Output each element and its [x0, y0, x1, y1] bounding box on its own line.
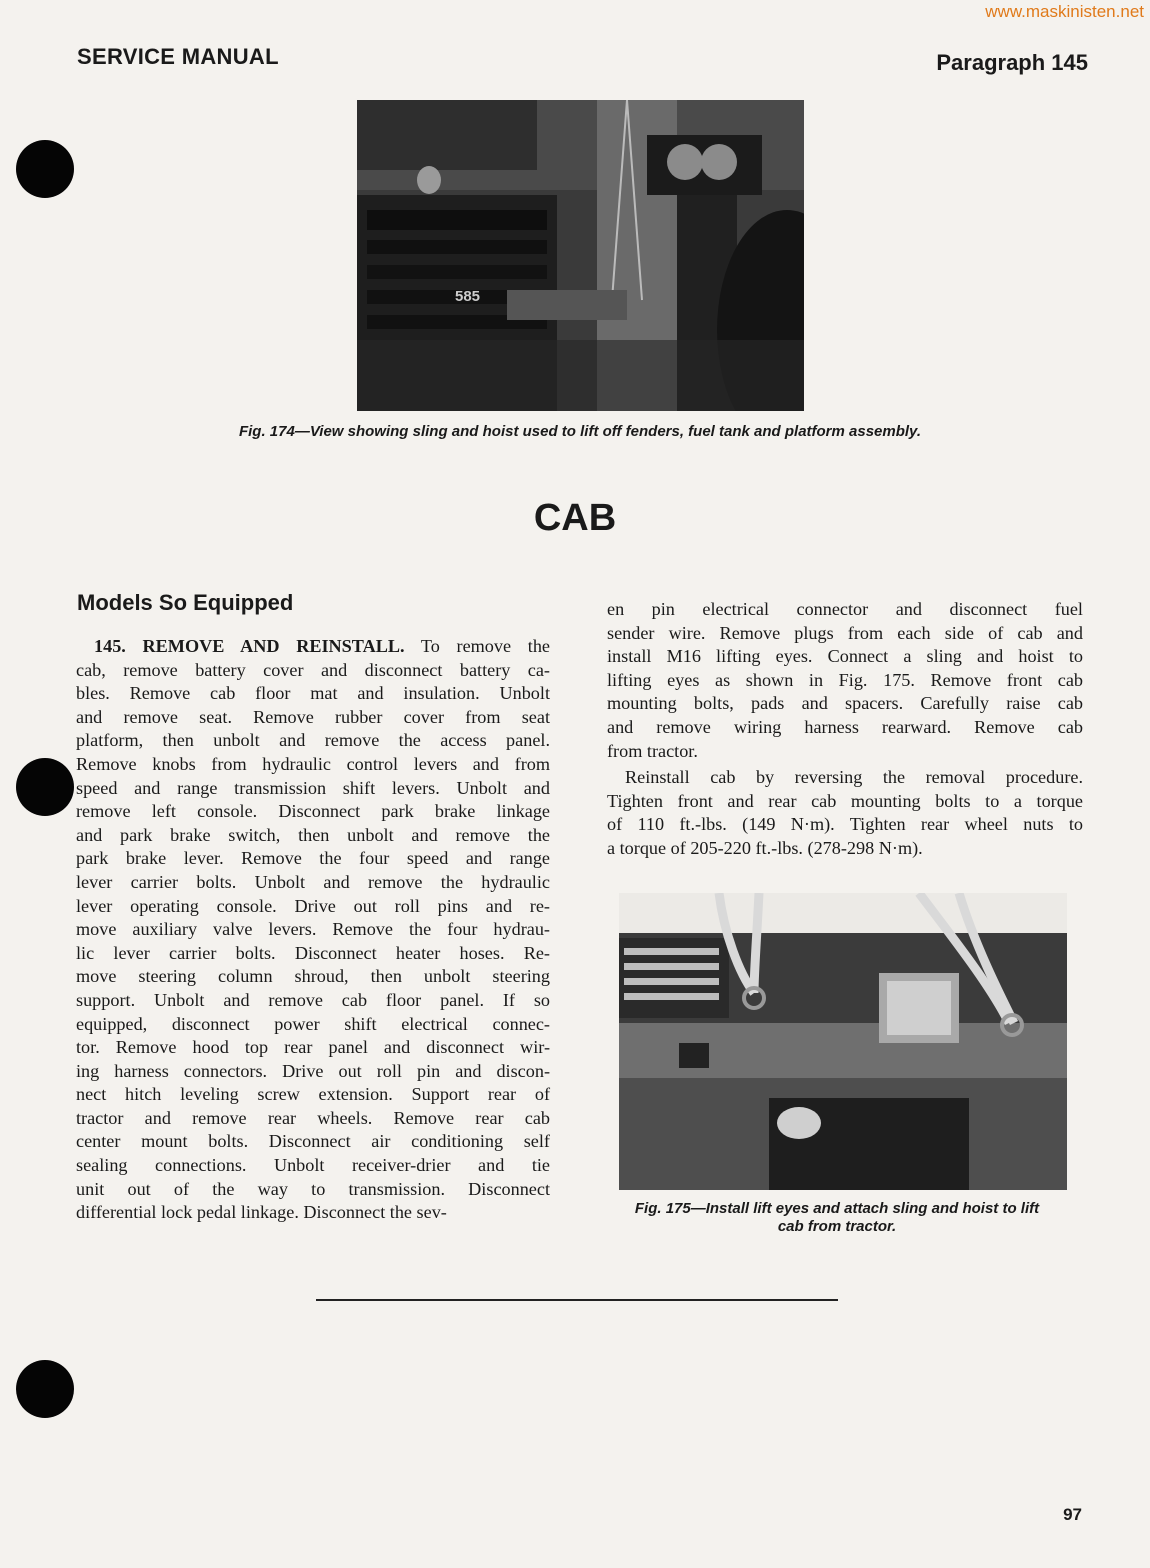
- left-line-2: bles. Remove cab floor mat and insulation. Unbolt: [76, 683, 550, 704]
- fig174-caption: Fig. 174—View showing sling and hoist used to lift off fenders, fuel tank and platform assembly.: [238, 423, 922, 440]
- left-line-8: and park brake switch, then unbolt and remove the: [76, 824, 550, 845]
- left-line-13: lic lever carrier bolts. Disconnect heater hoses. Re-: [76, 942, 550, 963]
- left-line-3: and remove seat. Remove rubber cover from seat: [76, 706, 550, 727]
- section-subheading: Models So Equipped: [77, 590, 294, 615]
- page-number: 97: [1063, 1505, 1082, 1524]
- left-line-0: To remove the: [404, 636, 550, 656]
- left-line-9: park brake lever. Remove the four speed and range: [76, 848, 550, 869]
- left-line-16: equipped, disconnect power shift electrical connec-: [76, 1013, 550, 1034]
- footer-rule: [316, 1299, 838, 1301]
- left-line-12: move auxiliary valve levers. Remove the four hydrau-: [76, 919, 550, 940]
- reinstall-line-2: of 110 ft.-lbs. (149 N·m). Tighten rear wheel nuts to: [607, 814, 1083, 835]
- left-line-18: ing harness connectors. Drive out roll pin and discon-: [76, 1060, 550, 1081]
- left-line-1: cab, remove battery cover and disconnect battery ca-: [76, 659, 550, 680]
- left-line-17: tor. Remove hood top rear panel and disconnect wir-: [76, 1037, 550, 1058]
- left-line-23: unit out of the way to transmission. Disconnect: [76, 1178, 550, 1199]
- left-line-11: lever operating console. Drive out roll pins and re-: [76, 895, 550, 916]
- left-column: [76, 635, 550, 1225]
- right-line-2: install M16 lifting eyes. Connect a sling and hoist to: [607, 646, 1083, 667]
- right-column: [607, 598, 1083, 861]
- fig174-photo: [357, 100, 804, 411]
- left-line-4: platform, then unbolt and remove the access panel.: [76, 730, 550, 751]
- fig174-model-badge: 585: [455, 288, 481, 305]
- header-paragraph: Paragraph 145: [936, 50, 1088, 75]
- left-line-21: center mount bolts. Disconnect air conditioning self: [76, 1131, 550, 1152]
- reinstall-line-3: a torque of 205-220 ft.-lbs. (278-298 N·m).: [607, 837, 923, 858]
- left-line-19: nect hitch leveling screw extension. Support rear of: [76, 1084, 550, 1105]
- binder-hole-top: [16, 140, 74, 198]
- right-line-1: sender wire. Remove plugs from each side of cab and: [607, 622, 1083, 643]
- fig175-caption: [590, 1200, 1084, 1236]
- fig175-caption-line2: cab from tractor.: [777, 1218, 897, 1235]
- right-line-0: en pin electrical connector and disconnect fuel: [607, 599, 1083, 619]
- fig175-caption-line1: Fig. 175—Install lift eyes and attach sling and hoist to lift: [634, 1200, 1040, 1217]
- fig175-photo: [619, 893, 1067, 1190]
- left-line-24: differential lock pedal linkage. Disconnect the sev-: [76, 1202, 447, 1223]
- binder-hole-middle: [16, 758, 74, 816]
- left-line-7: remove left console. Disconnect park brake linkage: [76, 801, 550, 822]
- watermark[interactable]: www.maskinisten.net: [985, 2, 1144, 21]
- left-line-22: sealing connections. Unbolt receiver-drier and tie: [76, 1155, 550, 1176]
- left-line-20: tractor and remove rear wheels. Remove rear cab: [76, 1107, 550, 1128]
- left-line-10: lever carrier bolts. Unbolt and remove the hydraulic: [76, 871, 550, 892]
- header-title: SERVICE MANUAL: [77, 44, 279, 69]
- right-line-6: from tractor.: [607, 740, 698, 761]
- left-line-15: support. Unbolt and remove cab floor panel. If so: [76, 989, 550, 1010]
- right-line-3: lifting eyes as shown in Fig. 175. Remove front cab: [607, 669, 1083, 690]
- left-line-5: Remove knobs from hydraulic control levers and from: [76, 753, 550, 774]
- left-line-14: move steering column shroud, then unbolt steering: [76, 966, 550, 987]
- reinstall-line-1: Tighten front and rear cab mounting bolts to a torque: [607, 790, 1083, 811]
- paragraph-number: 145. REMOVE AND REINSTALL.: [94, 636, 405, 656]
- right-line-5: and remove wiring harness rearward. Remove cab: [607, 716, 1083, 737]
- section-title: CAB: [533, 497, 617, 539]
- right-line-4: mounting bolts, pads and spacers. Carefully raise cab: [607, 693, 1083, 714]
- left-line-6: speed and range transmission shift levers. Unbolt and: [76, 777, 550, 798]
- left-line-first: [76, 635, 550, 659]
- reinstall-line-0: Reinstall cab by reversing the removal procedure.: [625, 767, 1083, 788]
- binder-hole-bottom: [16, 1360, 74, 1418]
